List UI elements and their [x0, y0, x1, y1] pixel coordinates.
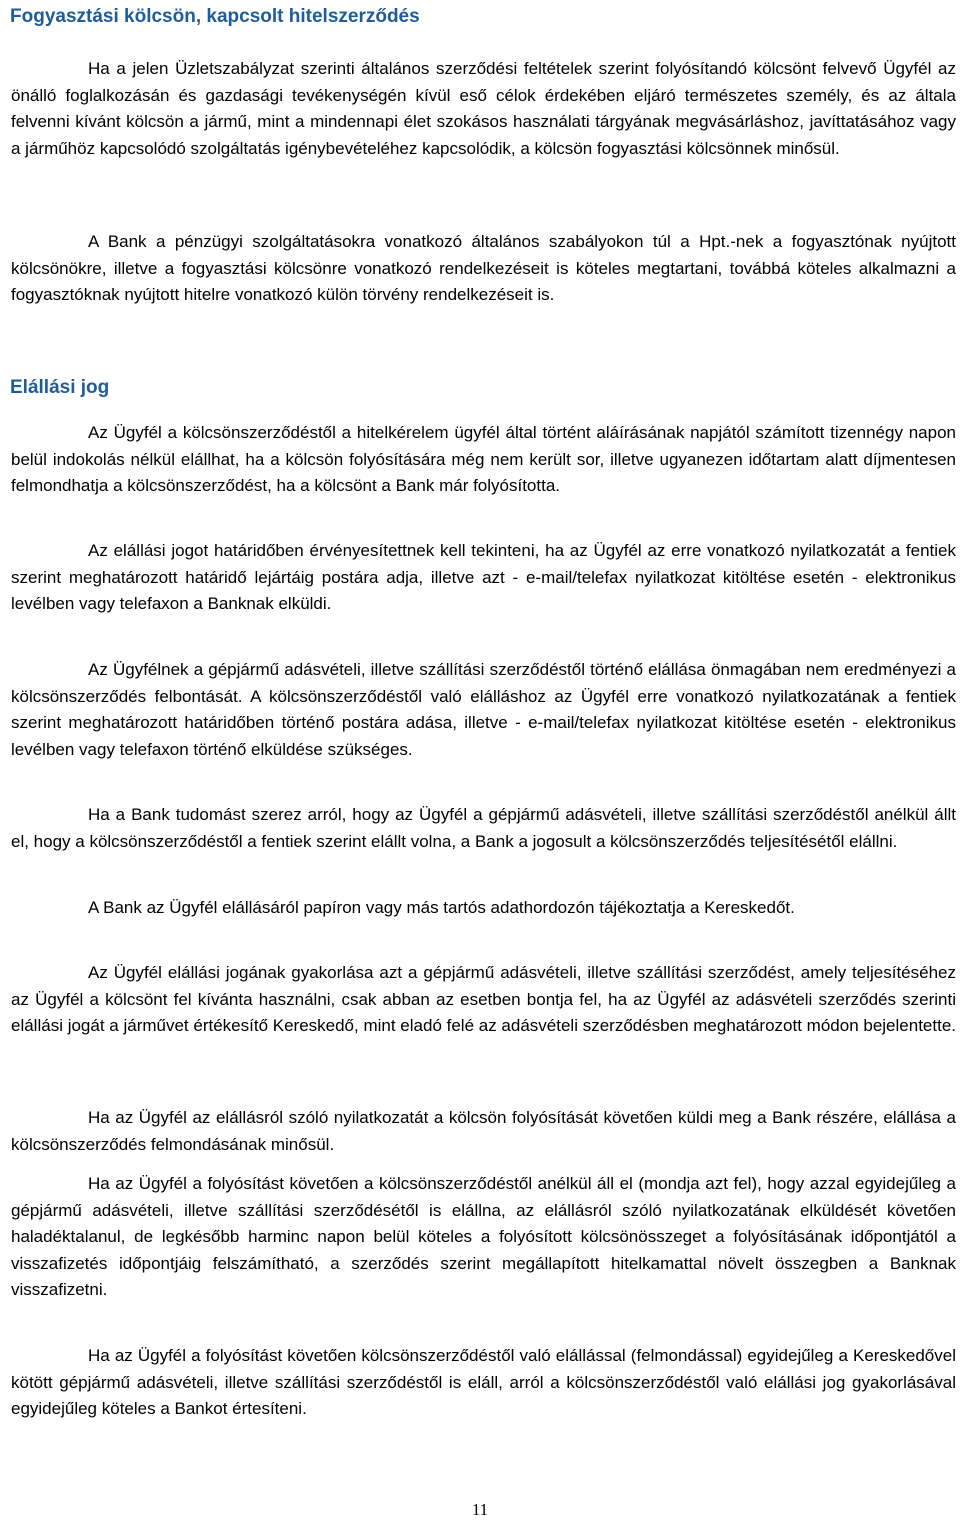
paragraph: Az Ügyfél elállási jogának gyakorlása azt a gépjármű adásvételi, illetve szállítási szerződést, amely teljesítéséhez az Ügyfél a kölcsönt fel kívánta használni, csak abban az esetben bontja fel, ha az Ügyfél az adásvételi szerződés szerinti elállási jogát a járművet értékesítő Kereskedő, mint eladó felé az adásvételi szerződésben meghatározott módon bejelentette. [11, 963, 956, 1035]
paragraph: Ha az Ügyfél a folyósítást követően kölcsönszerződéstől való elállással (felmondással) egyidejűleg a Kereskedővel kötött gépjármű adásvételi, illetve szállítási szerződéstől is eláll, arról a kölcsönszerződéstől való elállási jog gyakorlásával egyidejűleg köteles a Bankot értesíteni. [11, 1346, 956, 1418]
paragraph: Az Ügyfélnek a gépjármű adásvételi, illetve szállítási szerződéstől történő elállása önmagában nem eredményezi a kölcsönszerződés felbontását. A kölcsönszerződéstől való elálláshoz az Ügyfél erre vonatkozó nyilatkozatának a fentiek szerint meghatározott határidőben történő postára adása, illetve - e-mail/telefax nyilatkozat kitöltése esetén - elektronikus levélben vagy telefaxon történő elküldése szükséges. [11, 660, 956, 759]
paragraph: Az elállási jogot határidőben érvényesítettnek kell tekinteni, ha az Ügyfél az erre vonatkozó nyilatkozatát a fentiek szerint meghatározott határidő lejártáig postára adja, illetve azt - e-mail/telefax nyilatkozat kitöltése esetén - elektronikus levélben vagy telefaxon a Banknak elküldi. [11, 541, 956, 613]
paragraph: Ha a jelen Üzletszabályzat szerinti általános szerződési feltételek szerint folyósítandó kölcsönt felvevő Ügyfél az önálló foglalkozásán és gazdasági tevékenységén kívül eső célok érdekében eljáró természetes személy, és az általa felvenni kívánt kölcsön a jármű, mint a mindennapi élet szokásos használati tárgyának megvásárláshoz, javíttatásához vagy a járműhöz kapcsolódó szolgáltatás igénybevételéhez kapcsolódik, a kölcsön fogyasztási kölcsönnek minősül. [11, 59, 956, 158]
paragraph: A Bank a pénzügyi szolgáltatásokra vonatkozó általános szabályokon túl a Hpt.-nek a fogyasztónak nyújtott kölcsönökre, illetve a fogyasztási kölcsönre vonatkozó rendelkezéseit is köteles megtartani, továbbá köteles alkalmazni a fogyasztóknak nyújtott hitelre vonatkozó külön törvény rendelkezéseit is. [11, 232, 956, 304]
paragraph: A Bank az Ügyfél elállásáról papíron vagy más tartós adathordozón tájékoztatja a Kereskedőt. [88, 898, 795, 917]
section-heading-consumer-loan: Fogyasztási kölcsön, kapcsolt hitelszerződés [10, 6, 420, 27]
paragraph: Az Ügyfél a kölcsönszerződéstől a hitelkérelem ügyfél által történt aláírásának napjától számított tizennégy napon belül indokolás nélkül elállhat, ha a kölcsön folyósítására még nem került sor, illetve ugyanezen időtartam alatt díjmentesen felmondhatja a kölcsönszerződést, ha a kölcsönt a Bank már folyósította. [11, 423, 956, 495]
paragraph: Ha az Ügyfél az elállásról szóló nyilatkozatát a kölcsön folyósítását követően küldi meg a Bank részére, elállása a kölcsönszerződés felmondásának minősül. [11, 1108, 956, 1154]
paragraph: Ha az Ügyfél a folyósítást követően a kölcsönszerződéstől anélkül áll el (mondja azt fel), hogy azzal egyidejűleg a gépjármű adásvételi, illetve szállítási szerződésétől is elállna, az elállásról szóló nyilatkozatának elküldését követően haladéktalanul, de legkésőbb harminc napon belül köteles a folyósított kölcsönösszeget a folyósításának időpontjától a visszafizetés időpontjáig felszámítható, a szerződés szerint megállapított hitelkamattal növelt összegben a Banknak visszafizetni. [11, 1174, 956, 1299]
page-number: 11 [471, 1500, 489, 1519]
paragraph: Ha a Bank tudomást szerez arról, hogy az Ügyfél a gépjármű adásvételi, illetve szállítási szerződéstől anélkül állt el, hogy a kölcsönszerződéstől a fentiek szerint elállt volna, a Bank a jogosult a kölcsönszerződés teljesítésétől elállni. [11, 805, 956, 851]
section-heading-withdrawal-right: Elállási jog [10, 377, 110, 398]
